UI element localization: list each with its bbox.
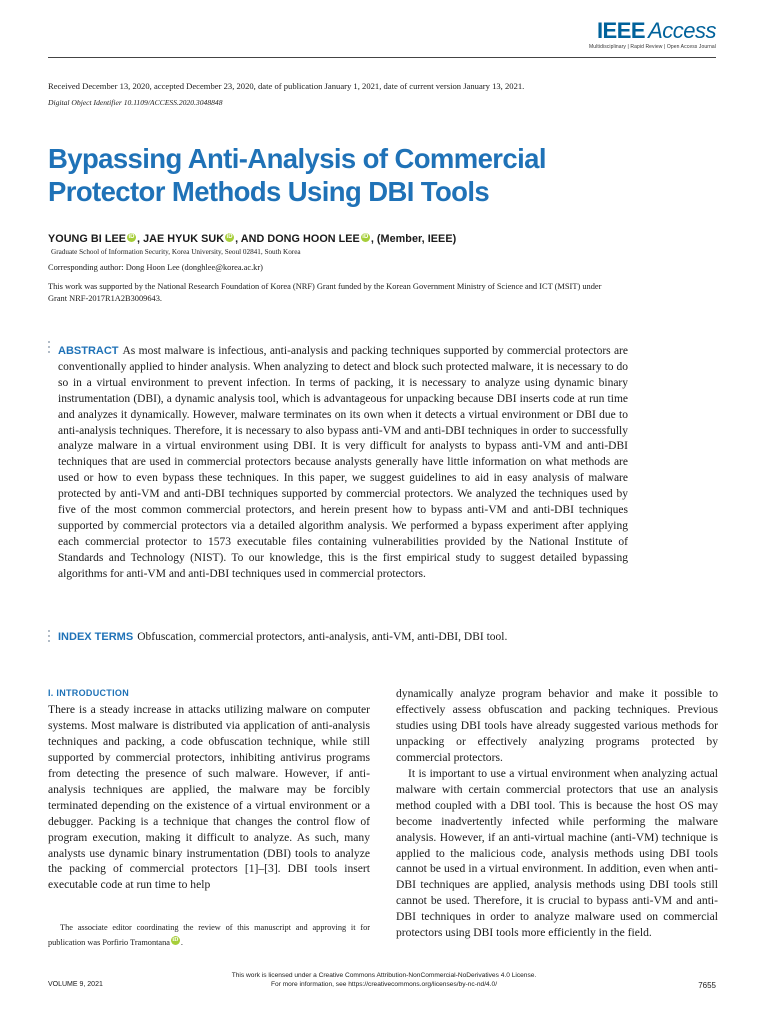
footnote-end: .: [180, 938, 183, 947]
funding-note: This work was supported by the National Research Foundation of Korea (NRF) Grant funded by the Korean Government Ministry of Science and ICT (MSIT) under Grant NRF-2017R1A2B3009643.: [48, 282, 602, 303]
intro-paragraph-1: There is a steady increase in attacks utilizing malware on computer systems. Most malware is distributed via application of anti-analysis techniques and packing, a code obfuscation technique, while still supported by commercial protectors, inhibiting antivirus programs from detecting the presence of such malware. However, if anti-analysis techniques are applied, the malware may be forcibly terminated depending on the existence of a virtual environment or a debugger. Packing is a technique that changes the control flow of program execution, making it difficult to analyze. As such, many analysts use dynamic binary instrumentation (DBI) tools to analyze the packing of commercial protectors [1]–[3]. DBI tools insert executable code at run time to help: [48, 702, 370, 892]
license-line-1: This work is licensed under a Creative Commons Attribution-NonCommercial-NoDerivatives 4.0 License.: [231, 972, 537, 979]
abstract-text: As most malware is infectious, anti-analysis and packing techniques supported by commercial protectors are conventionally applied to hinder analysis. When analyzing to detect and block such protected malware, it is necessary to do so in a virtual environment to prevent infection. In terms of packing, it is necessary to analyze using dynamic binary instrumentation (DBI), a dynamic analysis tool, which is advantageous for unpacking because DBI inserts code at run time and analyzes it dynamically. However, malware terminates on its own when it detects a virtual environment or DBI due to anti-analysis techniques. Therefore, it is necessary to also bypass anti-VM and anti-DBI techniques in order to successfully analyze malware in a virtual environment using DBI. It is very difficult for analysts to bypass anti-VM and anti-DBI techniques that are used in commercial protectors because analysts generally have little information on what methods are used or how to even bypass these techniques. In this paper, we suggest guidelines to aid in easy analysis of malware protected by anti-VM and anti-DBI techniques supported by commercial protectors. We analyzed the techniques used by five of the most common commercial protectors, and herein present how to bypass anti-VM and anti-DBI techniques supported by commercial protectors via a detailed algorithm analysis. We performed a bypass experiment after applying each commercial protector to 1573 executable files containing vulnerabilities provided by the National Institute of Standards and Technology (NIST). To our knowledge, this is the first empirical study to suggest detailed bypassing algorithms for anti-VM and anti-DBI techniques used in commercial protectors.: [58, 345, 628, 580]
paper-title: [48, 142, 648, 208]
doi: Digital Object Identifier 10.1109/ACCESS.2020.3048848: [48, 98, 223, 107]
title-line-2: Protector Methods Using DBI Tools: [48, 176, 490, 207]
orcid-icon[interactable]: iD: [128, 234, 135, 240]
license-link[interactable]: For more information, see https://creativecommons.org/licenses/by-nc-nd/4.0/: [270, 981, 498, 988]
section-heading-introduction: I. INTRODUCTION: [48, 688, 129, 698]
author-1: YOUNG BI LEE: [48, 233, 126, 245]
license-notice: [0, 971, 768, 989]
author-2: , JAE HYUK SUK: [137, 233, 225, 245]
received-dates: Received December 13, 2020, accepted December 23, 2020, date of publication January 1, 2021, date of current version January 13, 2021.: [48, 81, 525, 91]
author-3: , AND DONG HOON LEE: [235, 233, 360, 245]
abstract-dots-icon: [48, 341, 52, 356]
title-line-1: Bypassing Anti-Analysis of Commercial: [48, 143, 546, 174]
orcid-icon[interactable]: iD: [362, 234, 369, 240]
index-terms: [58, 630, 507, 646]
affiliation: Graduate School of Information Security, Korea University, Seoul 02841, South Korea: [51, 248, 301, 256]
orcid-icon[interactable]: iD: [172, 937, 179, 943]
footnote-text: The associate editor coordinating the review of this manuscript and approving it for publication was Porfirio Tramontana: [48, 923, 370, 947]
abstract: [58, 344, 628, 583]
editor-footnote: [48, 920, 370, 950]
index-terms-label: INDEX TERMS: [58, 631, 134, 643]
abstract-label: ABSTRACT: [58, 345, 119, 357]
author-list: [48, 233, 456, 245]
logo-ieee: IEEE: [596, 18, 646, 43]
intro-paragraph-3: It is important to use a virtual environment when analyzing actual malware with certain commercial protectors that use an analysis method coupled with a DBI tool. This is because the host OS may become inadvertently infected while performing the malware analysis. However, if an anti-virtual machine (anti-VM) technique is applied to the malicious code, analysis methods using DBI tools cannot be used in a virtual environment. In addition, even when anti-DBI techniques are applied, analysis methods using DBI tools still cannot be used. Therefore, it is crucial to bypass anti-VM and anti-DBI techniques in order to analyze malware used on commercial protectors using DBI tools more efficiently in the field.: [396, 766, 718, 940]
corresponding-author: Corresponding author: Dong Hoon Lee (donghlee@korea.ac.kr): [48, 263, 263, 272]
page-number: 7655: [698, 981, 716, 990]
volume-label: VOLUME 9, 2021: [48, 981, 103, 988]
header-rule: [48, 57, 716, 58]
journal-logo: [589, 18, 716, 50]
left-column: [48, 686, 370, 893]
orcid-icon[interactable]: iD: [226, 234, 233, 240]
index-terms-text: Obfuscation, commercial protectors, anti-analysis, anti-VM, anti-DBI, DBI tool.: [137, 631, 508, 643]
intro-paragraph-2: dynamically analyze program behavior and make it possible to effectively assess obfuscation and packing techniques. Previous studies using DBI tools have already suggested various methods for unpacking or effectively analyzing programs protected by commercial protectors.: [396, 687, 718, 764]
index-terms-dots-icon: [48, 630, 52, 645]
logo-tagline: Multidisciplinary | Rapid Review | Open Access Journal: [589, 44, 716, 50]
author-membership: , (Member, IEEE): [370, 233, 457, 245]
right-column: [396, 686, 718, 941]
logo-access: Access: [648, 18, 716, 43]
